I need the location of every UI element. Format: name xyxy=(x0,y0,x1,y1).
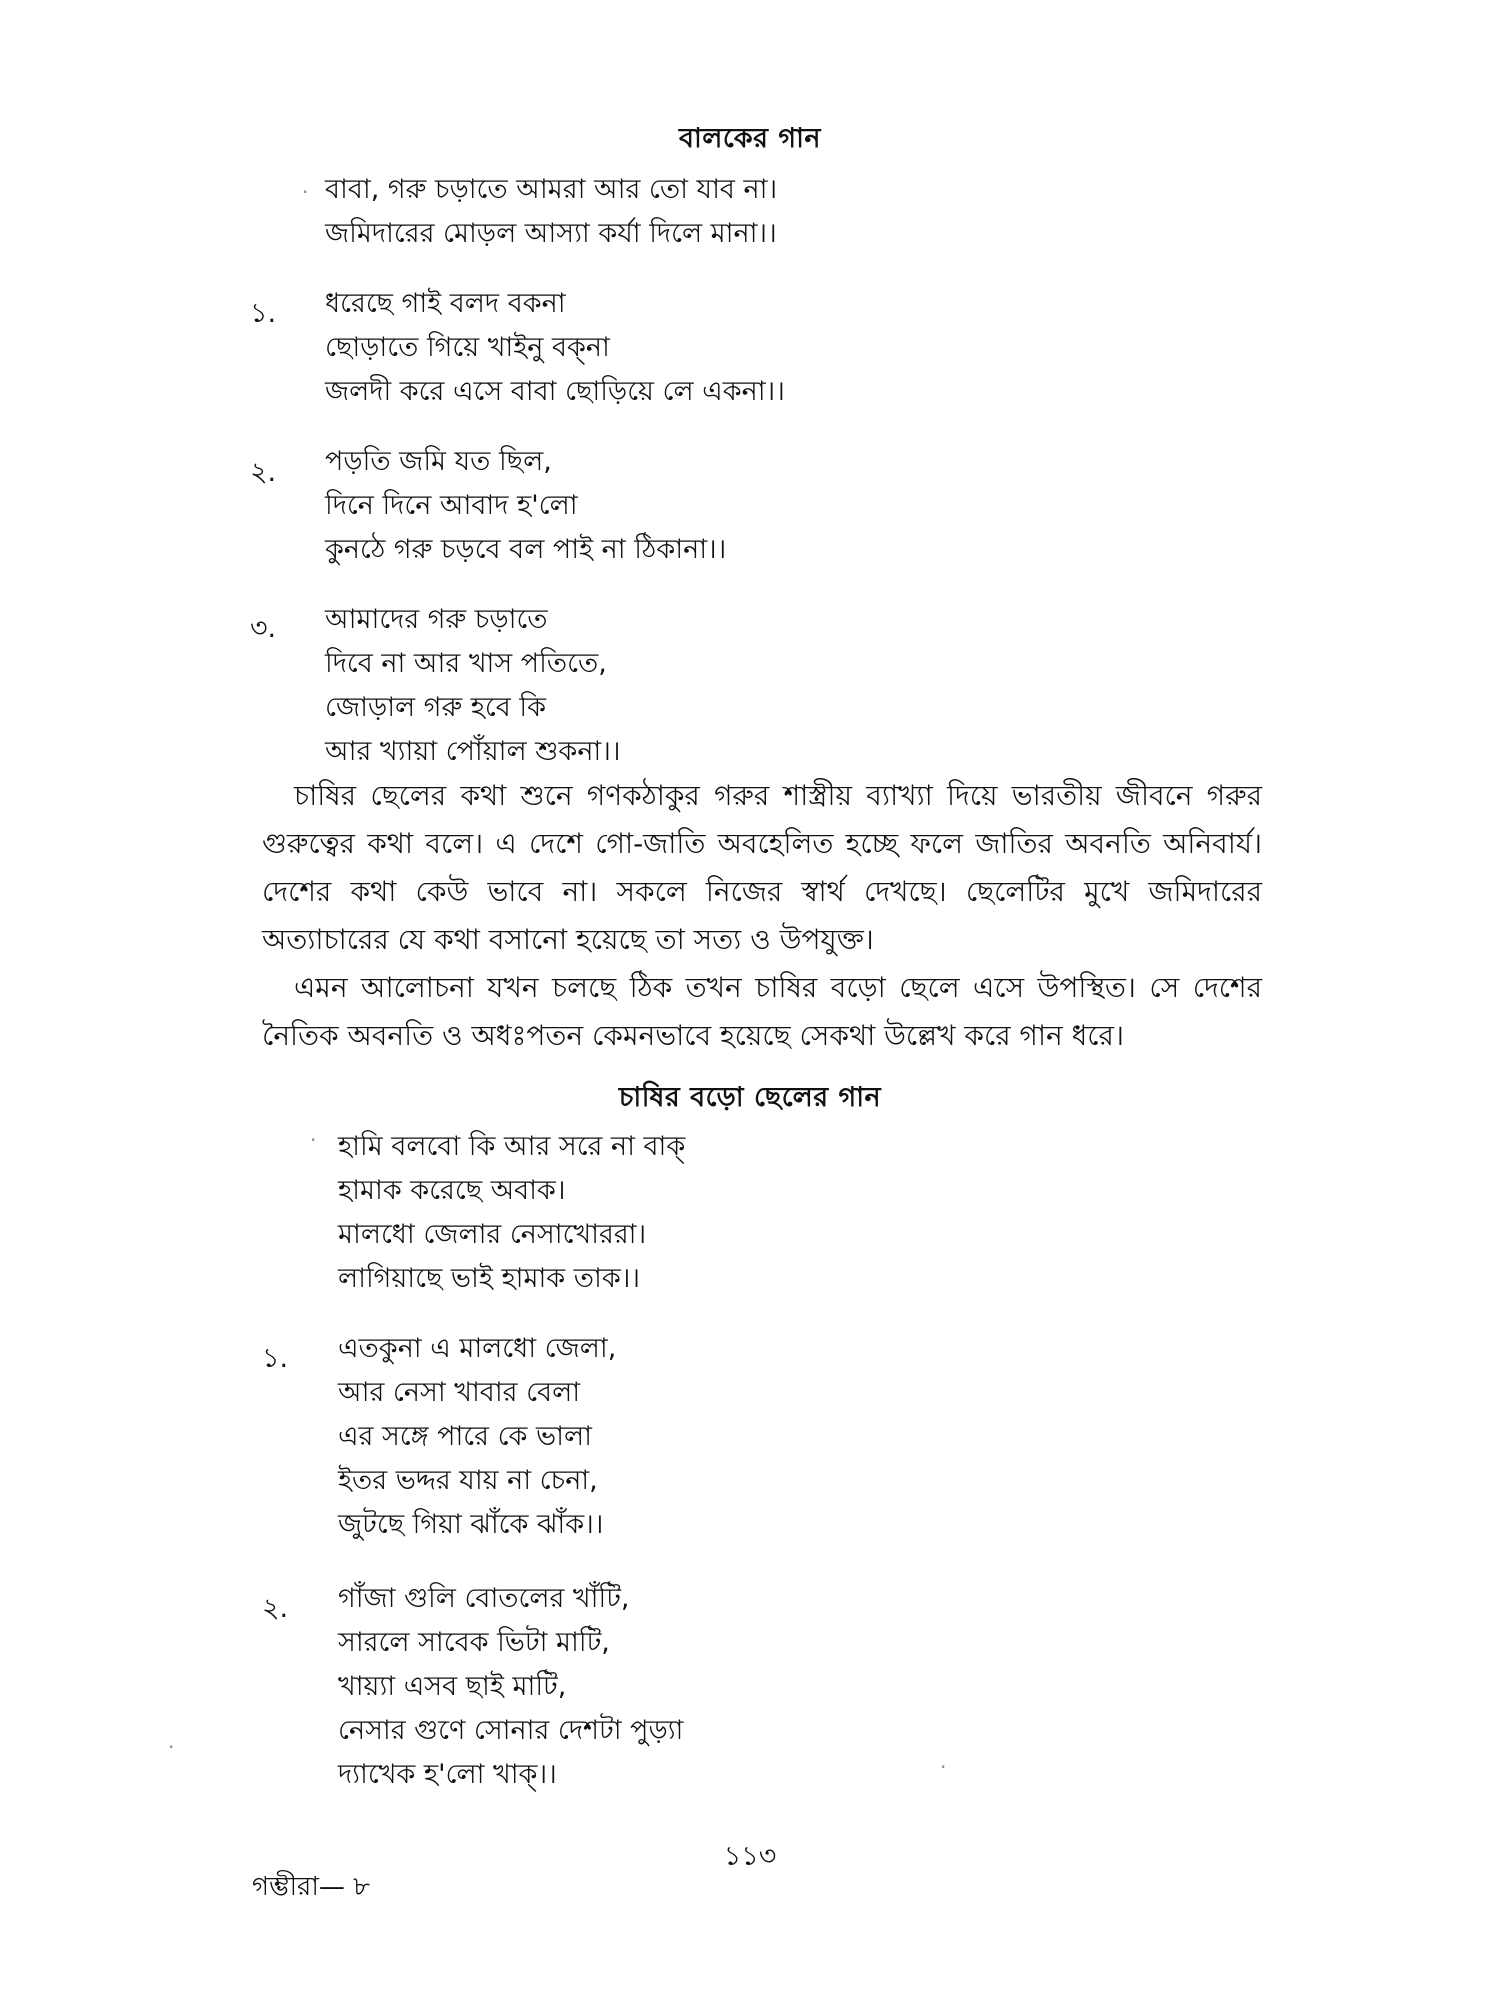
song2-refrain-line: মালধো জেলার নেসাখোররা। xyxy=(338,1219,647,1250)
verse-line: আর নেসা খাবার বেলা xyxy=(338,1377,581,1408)
verse-line: ধরেছে গাই বলদ বকনা xyxy=(325,288,566,319)
verse-line: পড়তি জমি যত ছিল, xyxy=(325,446,552,477)
verse-line: ছোড়াতে গিয়ে খাইনু বক্‌না xyxy=(325,332,610,363)
verse-line: আর খ্যায়া পোঁয়াল শুকনা।। xyxy=(325,736,621,767)
verse-line: জলদী করে এসে বাবা ছোড়িয়ে লে একনা।। xyxy=(325,376,785,407)
song1-refrain-line: বাবা, গরু চড়াতে আমরা আর তো যাব না। xyxy=(325,174,778,205)
song2-verse1-number: ১. xyxy=(262,1343,289,1374)
song1-verse2-number: ২. xyxy=(250,457,277,488)
verse-line: দ্যাখেক হ'লো খাক্‌।। xyxy=(338,1759,557,1790)
song2-verse2 xyxy=(338,1577,683,1797)
verse-line: কুনঠে গরু চড়বে বল পাই না ঠিকানা।। xyxy=(325,534,727,565)
verse-line: সারলে সাবেক ভিটা মাটি, xyxy=(338,1627,610,1658)
footer-label: গম্ভীরা— ৮ xyxy=(252,1872,371,1902)
song2-verse1 xyxy=(338,1327,616,1547)
song1-refrain xyxy=(325,168,777,256)
verse-line: নেসার গুণে সোনার দেশটা পুড়্যা xyxy=(338,1715,684,1746)
verse-line: জুটছে গিয়া ঝাঁকে ঝাঁক।। xyxy=(338,1509,604,1540)
verse-line: গাঁজা গুলি বোতলের খাঁটি, xyxy=(338,1583,630,1614)
verse-line: আমাদের গরু চড়াতে xyxy=(325,604,548,635)
song1-verse1-number: ১. xyxy=(250,298,277,329)
scan-speck: · xyxy=(940,1755,947,1779)
song2-refrain xyxy=(338,1125,685,1301)
verse-line: দিনে দিনে আবাদ হ'লো xyxy=(325,490,578,521)
song2-verse2-number: ২. xyxy=(262,1593,289,1624)
verse-line: দিবে না আর খাস পতিতে, xyxy=(325,648,607,679)
verse-line: এর সঙ্গে পারে কে ভালা xyxy=(338,1421,592,1452)
page-number: ১১৩ xyxy=(723,1841,777,1872)
scan-speck: · xyxy=(310,1128,317,1152)
song1-verse3-number: ৩. xyxy=(250,613,277,644)
prose-paragraph-2: এমন আলোচনা যখন চলছে ঠিক তখন চাষির বড়ো ছেলে এসে উপস্থিত। সে দেশের নৈতিক অবনতি ও অধঃপতন কেমনভাবে হয়েছে সেকথা উল্লেখ করে গান ধরে। xyxy=(262,971,1262,1052)
song1-verse2 xyxy=(325,440,726,572)
verse-line: খায়্যা এসব ছাই মাটি, xyxy=(338,1671,567,1702)
verse-line: এতকুনা এ মালধো জেলা, xyxy=(338,1333,617,1364)
scan-speck: · xyxy=(168,1735,175,1759)
song1-verse3 xyxy=(325,598,621,774)
song1-title: বালকের গান xyxy=(678,123,822,154)
scan-speck: · xyxy=(302,180,309,204)
song1-verse1 xyxy=(325,282,785,414)
song2-refrain-line: হামাক করেছে অবাক। xyxy=(338,1175,566,1206)
song2-refrain-line: হামি বলবো কি আর সরে না বাক্‌ xyxy=(338,1131,686,1162)
song1-refrain-line: জমিদারের মোড়ল আস্যা কর্যা দিলে মানা।। xyxy=(325,218,777,249)
song2-title: চাষির বড়ো ছেলের গান xyxy=(618,1082,882,1113)
prose-body xyxy=(262,772,1262,1060)
verse-line: জোড়াল গরু হবে কি xyxy=(325,692,546,723)
prose-paragraph-1: চাষির ছেলের কথা শুনে গণকঠাকুর গরুর শাস্ত্রীয় ব্যাখ্যা দিয়ে ভারতীয় জীবনে গরুর গুরুত্বের কথা বলে। এ দেশে গো-জাতি অবহেলিত হচ্ছে ফলে জাতির অবনতি অনিবার্য। দেশের কথা কেউ ভাবে না। সকলে নিজের স্বার্থ দেখছে। ছেলেটির মুখে জমিদারের অত্যাচারের যে কথা বসানো হয়েছে তা সত্য ও উপযুক্ত। xyxy=(262,779,1262,956)
song2-refrain-line: লাগিয়াছে ভাই হামাক তাক।। xyxy=(338,1263,641,1294)
verse-line: ইতর ভদ্দর যায় না চেনা, xyxy=(338,1465,598,1496)
